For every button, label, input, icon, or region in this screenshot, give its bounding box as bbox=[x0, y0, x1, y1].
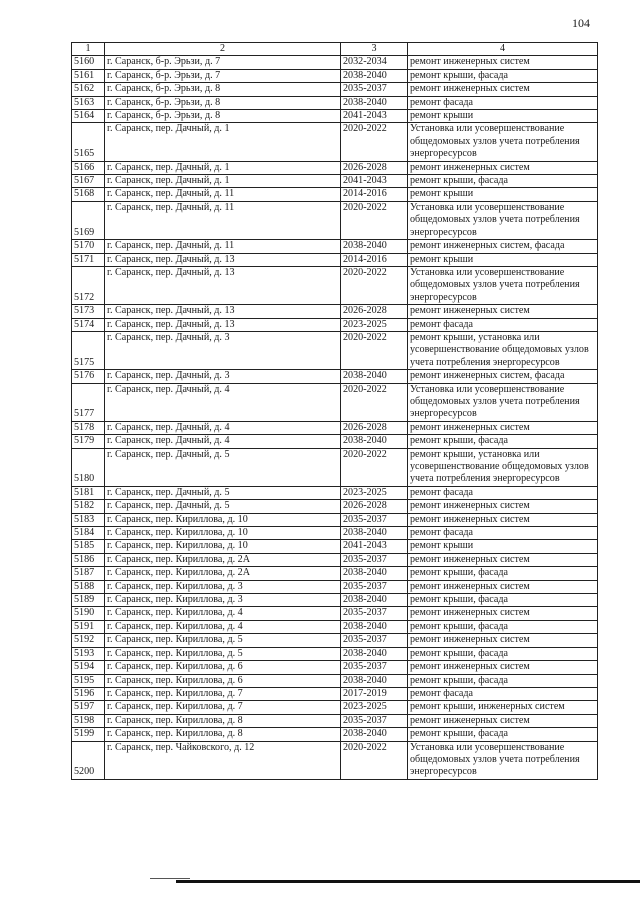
row-number: 5179 bbox=[72, 435, 105, 448]
row-address: г. Саранск, пер. Дачный, д. 1 bbox=[105, 175, 341, 188]
row-address: г. Саранск, б-р. Эрьзи, д. 8 bbox=[105, 83, 341, 96]
row-period: 2038-2040 bbox=[341, 674, 408, 687]
row-number: 5185 bbox=[72, 540, 105, 553]
row-address: г. Саранск, пер. Дачный, д. 1 bbox=[105, 161, 341, 174]
row-address: г. Саранск, пер. Кириллова, д. 4 bbox=[105, 607, 341, 620]
row-period: 2026-2028 bbox=[341, 421, 408, 434]
table-row bbox=[72, 553, 598, 566]
header-col-3: 3 bbox=[341, 43, 408, 56]
row-address: г. Саранск, пер. Дачный, д. 11 bbox=[105, 240, 341, 253]
row-period: 2038-2040 bbox=[341, 647, 408, 660]
row-period: 2038-2040 bbox=[341, 620, 408, 633]
table-row bbox=[72, 513, 598, 526]
row-address: г. Саранск, пер. Кириллова, д. 5 bbox=[105, 634, 341, 647]
row-number: 5183 bbox=[72, 513, 105, 526]
row-work-type: Установка или усовершенствование общедомовых узлов учета потребления энергоресурсов bbox=[408, 741, 598, 779]
row-period: 2038-2040 bbox=[341, 240, 408, 253]
row-work-type: ремонт инженерных систем bbox=[408, 56, 598, 69]
row-address: г. Саранск, пер. Дачный, д. 13 bbox=[105, 253, 341, 266]
row-address: г. Саранск, пер. Дачный, д. 4 bbox=[105, 421, 341, 434]
row-number: 5166 bbox=[72, 161, 105, 174]
row-address: г. Саранск, пер. Кириллова, д. 10 bbox=[105, 527, 341, 540]
row-work-type: ремонт инженерных систем, фасада bbox=[408, 240, 598, 253]
row-work-type: ремонт фасада bbox=[408, 96, 598, 109]
row-period: 2026-2028 bbox=[341, 500, 408, 513]
row-address: г. Саранск, пер. Дачный, д. 11 bbox=[105, 201, 341, 239]
row-number: 5174 bbox=[72, 318, 105, 331]
row-number: 5169 bbox=[72, 201, 105, 239]
row-work-type: ремонт инженерных систем bbox=[408, 83, 598, 96]
row-number: 5190 bbox=[72, 607, 105, 620]
row-address: г. Саранск, пер. Дачный, д. 5 bbox=[105, 500, 341, 513]
row-period: 2035-2037 bbox=[341, 580, 408, 593]
table-row bbox=[72, 674, 598, 687]
row-number: 5188 bbox=[72, 580, 105, 593]
row-work-type: ремонт инженерных систем bbox=[408, 607, 598, 620]
row-number: 5196 bbox=[72, 687, 105, 700]
row-work-type: ремонт фасада bbox=[408, 486, 598, 499]
row-work-type: ремонт инженерных систем bbox=[408, 580, 598, 593]
row-address: г. Саранск, б-р. Эрьзи, д. 7 bbox=[105, 69, 341, 82]
row-number: 5189 bbox=[72, 594, 105, 607]
table-row bbox=[72, 687, 598, 700]
row-address: г. Саранск, пер. Дачный, д. 13 bbox=[105, 318, 341, 331]
row-address: г. Саранск, пер. Дачный, д. 13 bbox=[105, 305, 341, 318]
table-row bbox=[72, 96, 598, 109]
table-row bbox=[72, 240, 598, 253]
row-number: 5170 bbox=[72, 240, 105, 253]
table-row bbox=[72, 331, 598, 369]
row-number: 5176 bbox=[72, 370, 105, 383]
row-work-type: ремонт инженерных систем bbox=[408, 500, 598, 513]
table-row bbox=[72, 741, 598, 779]
row-work-type: ремонт инженерных систем bbox=[408, 714, 598, 727]
row-period: 2038-2040 bbox=[341, 567, 408, 580]
table-row bbox=[72, 201, 598, 239]
row-period: 2035-2037 bbox=[341, 553, 408, 566]
row-address: г. Саранск, пер. Кириллова, д. 7 bbox=[105, 687, 341, 700]
table-row bbox=[72, 253, 598, 266]
table-row bbox=[72, 56, 598, 69]
row-number: 5171 bbox=[72, 253, 105, 266]
row-period: 2038-2040 bbox=[341, 527, 408, 540]
row-work-type: ремонт инженерных систем bbox=[408, 305, 598, 318]
table-row bbox=[72, 266, 598, 304]
row-work-type: ремонт крыши, инженерных систем bbox=[408, 701, 598, 714]
row-work-type: ремонт инженерных систем bbox=[408, 553, 598, 566]
row-period: 2023-2025 bbox=[341, 701, 408, 714]
table-row bbox=[72, 318, 598, 331]
row-number: 5177 bbox=[72, 383, 105, 421]
row-work-type: Установка или усовершенствование общедомовых узлов учета потребления энергоресурсов bbox=[408, 383, 598, 421]
row-work-type: ремонт крыши bbox=[408, 540, 598, 553]
row-address: г. Саранск, пер. Дачный, д. 13 bbox=[105, 266, 341, 304]
row-period: 2020-2022 bbox=[341, 201, 408, 239]
table-row bbox=[72, 421, 598, 434]
row-number: 5195 bbox=[72, 674, 105, 687]
table-row bbox=[72, 567, 598, 580]
row-work-type: ремонт фасада bbox=[408, 318, 598, 331]
row-address: г. Саранск, пер. Кириллова, д. 8 bbox=[105, 728, 341, 741]
table-row bbox=[72, 594, 598, 607]
table-row bbox=[72, 500, 598, 513]
row-period: 2035-2037 bbox=[341, 634, 408, 647]
table-row bbox=[72, 188, 598, 201]
row-work-type: ремонт крыши, фасада bbox=[408, 647, 598, 660]
repair-schedule-table bbox=[71, 42, 598, 780]
row-period: 2038-2040 bbox=[341, 370, 408, 383]
row-period: 2038-2040 bbox=[341, 435, 408, 448]
row-period: 2038-2040 bbox=[341, 96, 408, 109]
table-row bbox=[72, 714, 598, 727]
page-number: 104 bbox=[572, 16, 590, 30]
table-row bbox=[72, 620, 598, 633]
table-row bbox=[72, 634, 598, 647]
table-row bbox=[72, 161, 598, 174]
table-row bbox=[72, 701, 598, 714]
row-period: 2020-2022 bbox=[341, 448, 408, 486]
row-number: 5187 bbox=[72, 567, 105, 580]
row-period: 2038-2040 bbox=[341, 728, 408, 741]
row-address: г. Саранск, пер. Кириллова, д. 6 bbox=[105, 661, 341, 674]
row-work-type: ремонт крыши, фасада bbox=[408, 175, 598, 188]
row-number: 5168 bbox=[72, 188, 105, 201]
row-period: 2035-2037 bbox=[341, 513, 408, 526]
row-work-type: ремонт крыши bbox=[408, 110, 598, 123]
header-col-4: 4 bbox=[408, 43, 598, 56]
row-address: г. Саранск, б-р. Эрьзи, д. 8 bbox=[105, 96, 341, 109]
table-row bbox=[72, 486, 598, 499]
row-number: 5193 bbox=[72, 647, 105, 660]
row-number: 5197 bbox=[72, 701, 105, 714]
table-body bbox=[72, 56, 598, 779]
row-number: 5199 bbox=[72, 728, 105, 741]
row-address: г. Саранск, пер. Кириллова, д. 6 bbox=[105, 674, 341, 687]
row-period: 2023-2025 bbox=[341, 318, 408, 331]
table-row bbox=[72, 647, 598, 660]
row-address: г. Саранск, пер. Кириллова, д. 2А bbox=[105, 567, 341, 580]
table-row bbox=[72, 661, 598, 674]
row-number: 5194 bbox=[72, 661, 105, 674]
row-work-type: ремонт инженерных систем bbox=[408, 634, 598, 647]
table-row bbox=[72, 305, 598, 318]
row-number: 5173 bbox=[72, 305, 105, 318]
row-address: г. Саранск, б-р. Эрьзи, д. 7 bbox=[105, 56, 341, 69]
row-work-type: ремонт крыши, установка или усовершенствование общедомовых узлов учета потребления энергоресурсов bbox=[408, 331, 598, 369]
table-row bbox=[72, 175, 598, 188]
row-period: 2020-2022 bbox=[341, 123, 408, 161]
table-row bbox=[72, 123, 598, 161]
row-address: г. Саранск, пер. Дачный, д. 5 bbox=[105, 486, 341, 499]
row-work-type: ремонт крыши, фасада bbox=[408, 728, 598, 741]
row-number: 5160 bbox=[72, 56, 105, 69]
row-period: 2041-2043 bbox=[341, 110, 408, 123]
row-work-type: ремонт крыши, фасада bbox=[408, 69, 598, 82]
row-period: 2026-2028 bbox=[341, 161, 408, 174]
row-address: г. Саранск, пер. Кириллова, д. 5 bbox=[105, 647, 341, 660]
row-number: 5163 bbox=[72, 96, 105, 109]
row-number: 5184 bbox=[72, 527, 105, 540]
table-row bbox=[72, 383, 598, 421]
row-number: 5165 bbox=[72, 123, 105, 161]
row-address: г. Саранск, пер. Дачный, д. 5 bbox=[105, 448, 341, 486]
row-address: г. Саранск, пер. Кириллова, д. 7 bbox=[105, 701, 341, 714]
row-address: г. Саранск, пер. Дачный, д. 3 bbox=[105, 370, 341, 383]
row-work-type: ремонт крыши, фасада bbox=[408, 674, 598, 687]
table-row bbox=[72, 370, 598, 383]
table-row bbox=[72, 728, 598, 741]
row-number: 5180 bbox=[72, 448, 105, 486]
row-address: г. Саранск, пер. Дачный, д. 3 bbox=[105, 331, 341, 369]
row-work-type: ремонт крыши bbox=[408, 188, 598, 201]
row-number: 5175 bbox=[72, 331, 105, 369]
row-work-type: ремонт крыши, установка или усовершенствование общедомовых узлов учета потребления энергоресурсов bbox=[408, 448, 598, 486]
row-address: г. Саранск, пер. Дачный, д. 11 bbox=[105, 188, 341, 201]
row-work-type: Установка или усовершенствование общедомовых узлов учета потребления энергоресурсов bbox=[408, 266, 598, 304]
row-period: 2041-2043 bbox=[341, 175, 408, 188]
row-period: 2017-2019 bbox=[341, 687, 408, 700]
row-work-type: ремонт крыши, фасада bbox=[408, 567, 598, 580]
row-address: г. Саранск, пер. Дачный, д. 4 bbox=[105, 383, 341, 421]
row-number: 5192 bbox=[72, 634, 105, 647]
table-row bbox=[72, 540, 598, 553]
row-work-type: ремонт крыши, фасада bbox=[408, 594, 598, 607]
row-work-type: ремонт инженерных систем bbox=[408, 661, 598, 674]
table-row bbox=[72, 435, 598, 448]
row-number: 5198 bbox=[72, 714, 105, 727]
row-work-type: ремонт крыши, фасада bbox=[408, 620, 598, 633]
row-work-type: Установка или усовершенствование общедомовых узлов учета потребления энергоресурсов bbox=[408, 201, 598, 239]
table-row bbox=[72, 69, 598, 82]
header-col-2: 2 bbox=[105, 43, 341, 56]
row-address: г. Саранск, пер. Кириллова, д. 3 bbox=[105, 580, 341, 593]
row-period: 2035-2037 bbox=[341, 714, 408, 727]
row-period: 2014-2016 bbox=[341, 188, 408, 201]
row-address: г. Саранск, пер. Кириллова, д. 8 bbox=[105, 714, 341, 727]
row-number: 5178 bbox=[72, 421, 105, 434]
row-work-type: ремонт крыши bbox=[408, 253, 598, 266]
row-number: 5167 bbox=[72, 175, 105, 188]
table-row bbox=[72, 448, 598, 486]
row-address: г. Саранск, пер. Чайковского, д. 12 bbox=[105, 741, 341, 779]
table-row bbox=[72, 110, 598, 123]
row-number: 5162 bbox=[72, 83, 105, 96]
row-period: 2038-2040 bbox=[341, 69, 408, 82]
row-period: 2020-2022 bbox=[341, 331, 408, 369]
row-address: г. Саранск, пер. Кириллова, д. 2А bbox=[105, 553, 341, 566]
table-row bbox=[72, 83, 598, 96]
row-work-type: ремонт фасада bbox=[408, 687, 598, 700]
row-address: г. Саранск, пер. Кириллова, д. 4 bbox=[105, 620, 341, 633]
header-col-1: 1 bbox=[72, 43, 105, 56]
row-period: 2035-2037 bbox=[341, 83, 408, 96]
row-period: 2035-2037 bbox=[341, 607, 408, 620]
row-number: 5161 bbox=[72, 69, 105, 82]
row-period: 2035-2037 bbox=[341, 661, 408, 674]
table-row bbox=[72, 527, 598, 540]
row-work-type: ремонт фасада bbox=[408, 527, 598, 540]
row-period: 2014-2016 bbox=[341, 253, 408, 266]
row-work-type: ремонт инженерных систем, фасада bbox=[408, 370, 598, 383]
row-work-type: Установка или усовершенствование общедомовых узлов учета потребления энергоресурсов bbox=[408, 123, 598, 161]
row-period: 2020-2022 bbox=[341, 266, 408, 304]
row-address: г. Саранск, пер. Кириллова, д. 10 bbox=[105, 513, 341, 526]
row-period: 2020-2022 bbox=[341, 383, 408, 421]
table-row bbox=[72, 607, 598, 620]
row-period: 2041-2043 bbox=[341, 540, 408, 553]
row-address: г. Саранск, пер. Дачный, д. 4 bbox=[105, 435, 341, 448]
row-number: 5181 bbox=[72, 486, 105, 499]
row-work-type: ремонт инженерных систем bbox=[408, 421, 598, 434]
row-number: 5164 bbox=[72, 110, 105, 123]
row-period: 2038-2040 bbox=[341, 594, 408, 607]
row-number: 5186 bbox=[72, 553, 105, 566]
row-work-type: ремонт инженерных систем bbox=[408, 513, 598, 526]
row-period: 2023-2025 bbox=[341, 486, 408, 499]
row-number: 5182 bbox=[72, 500, 105, 513]
row-address: г. Саранск, пер. Кириллова, д. 3 bbox=[105, 594, 341, 607]
row-address: г. Саранск, пер. Дачный, д. 1 bbox=[105, 123, 341, 161]
row-work-type: ремонт инженерных систем bbox=[408, 161, 598, 174]
row-address: г. Саранск, б-р. Эрьзи, д. 8 bbox=[105, 110, 341, 123]
row-period: 2032-2034 bbox=[341, 56, 408, 69]
table-row bbox=[72, 580, 598, 593]
row-number: 5200 bbox=[72, 741, 105, 779]
row-number: 5172 bbox=[72, 266, 105, 304]
row-period: 2020-2022 bbox=[341, 741, 408, 779]
row-work-type: ремонт крыши, фасада bbox=[408, 435, 598, 448]
header-row bbox=[72, 43, 598, 56]
footer-rule-thin bbox=[150, 878, 190, 879]
row-period: 2026-2028 bbox=[341, 305, 408, 318]
row-address: г. Саранск, пер. Кириллова, д. 10 bbox=[105, 540, 341, 553]
footer-rule bbox=[176, 880, 640, 883]
row-number: 5191 bbox=[72, 620, 105, 633]
